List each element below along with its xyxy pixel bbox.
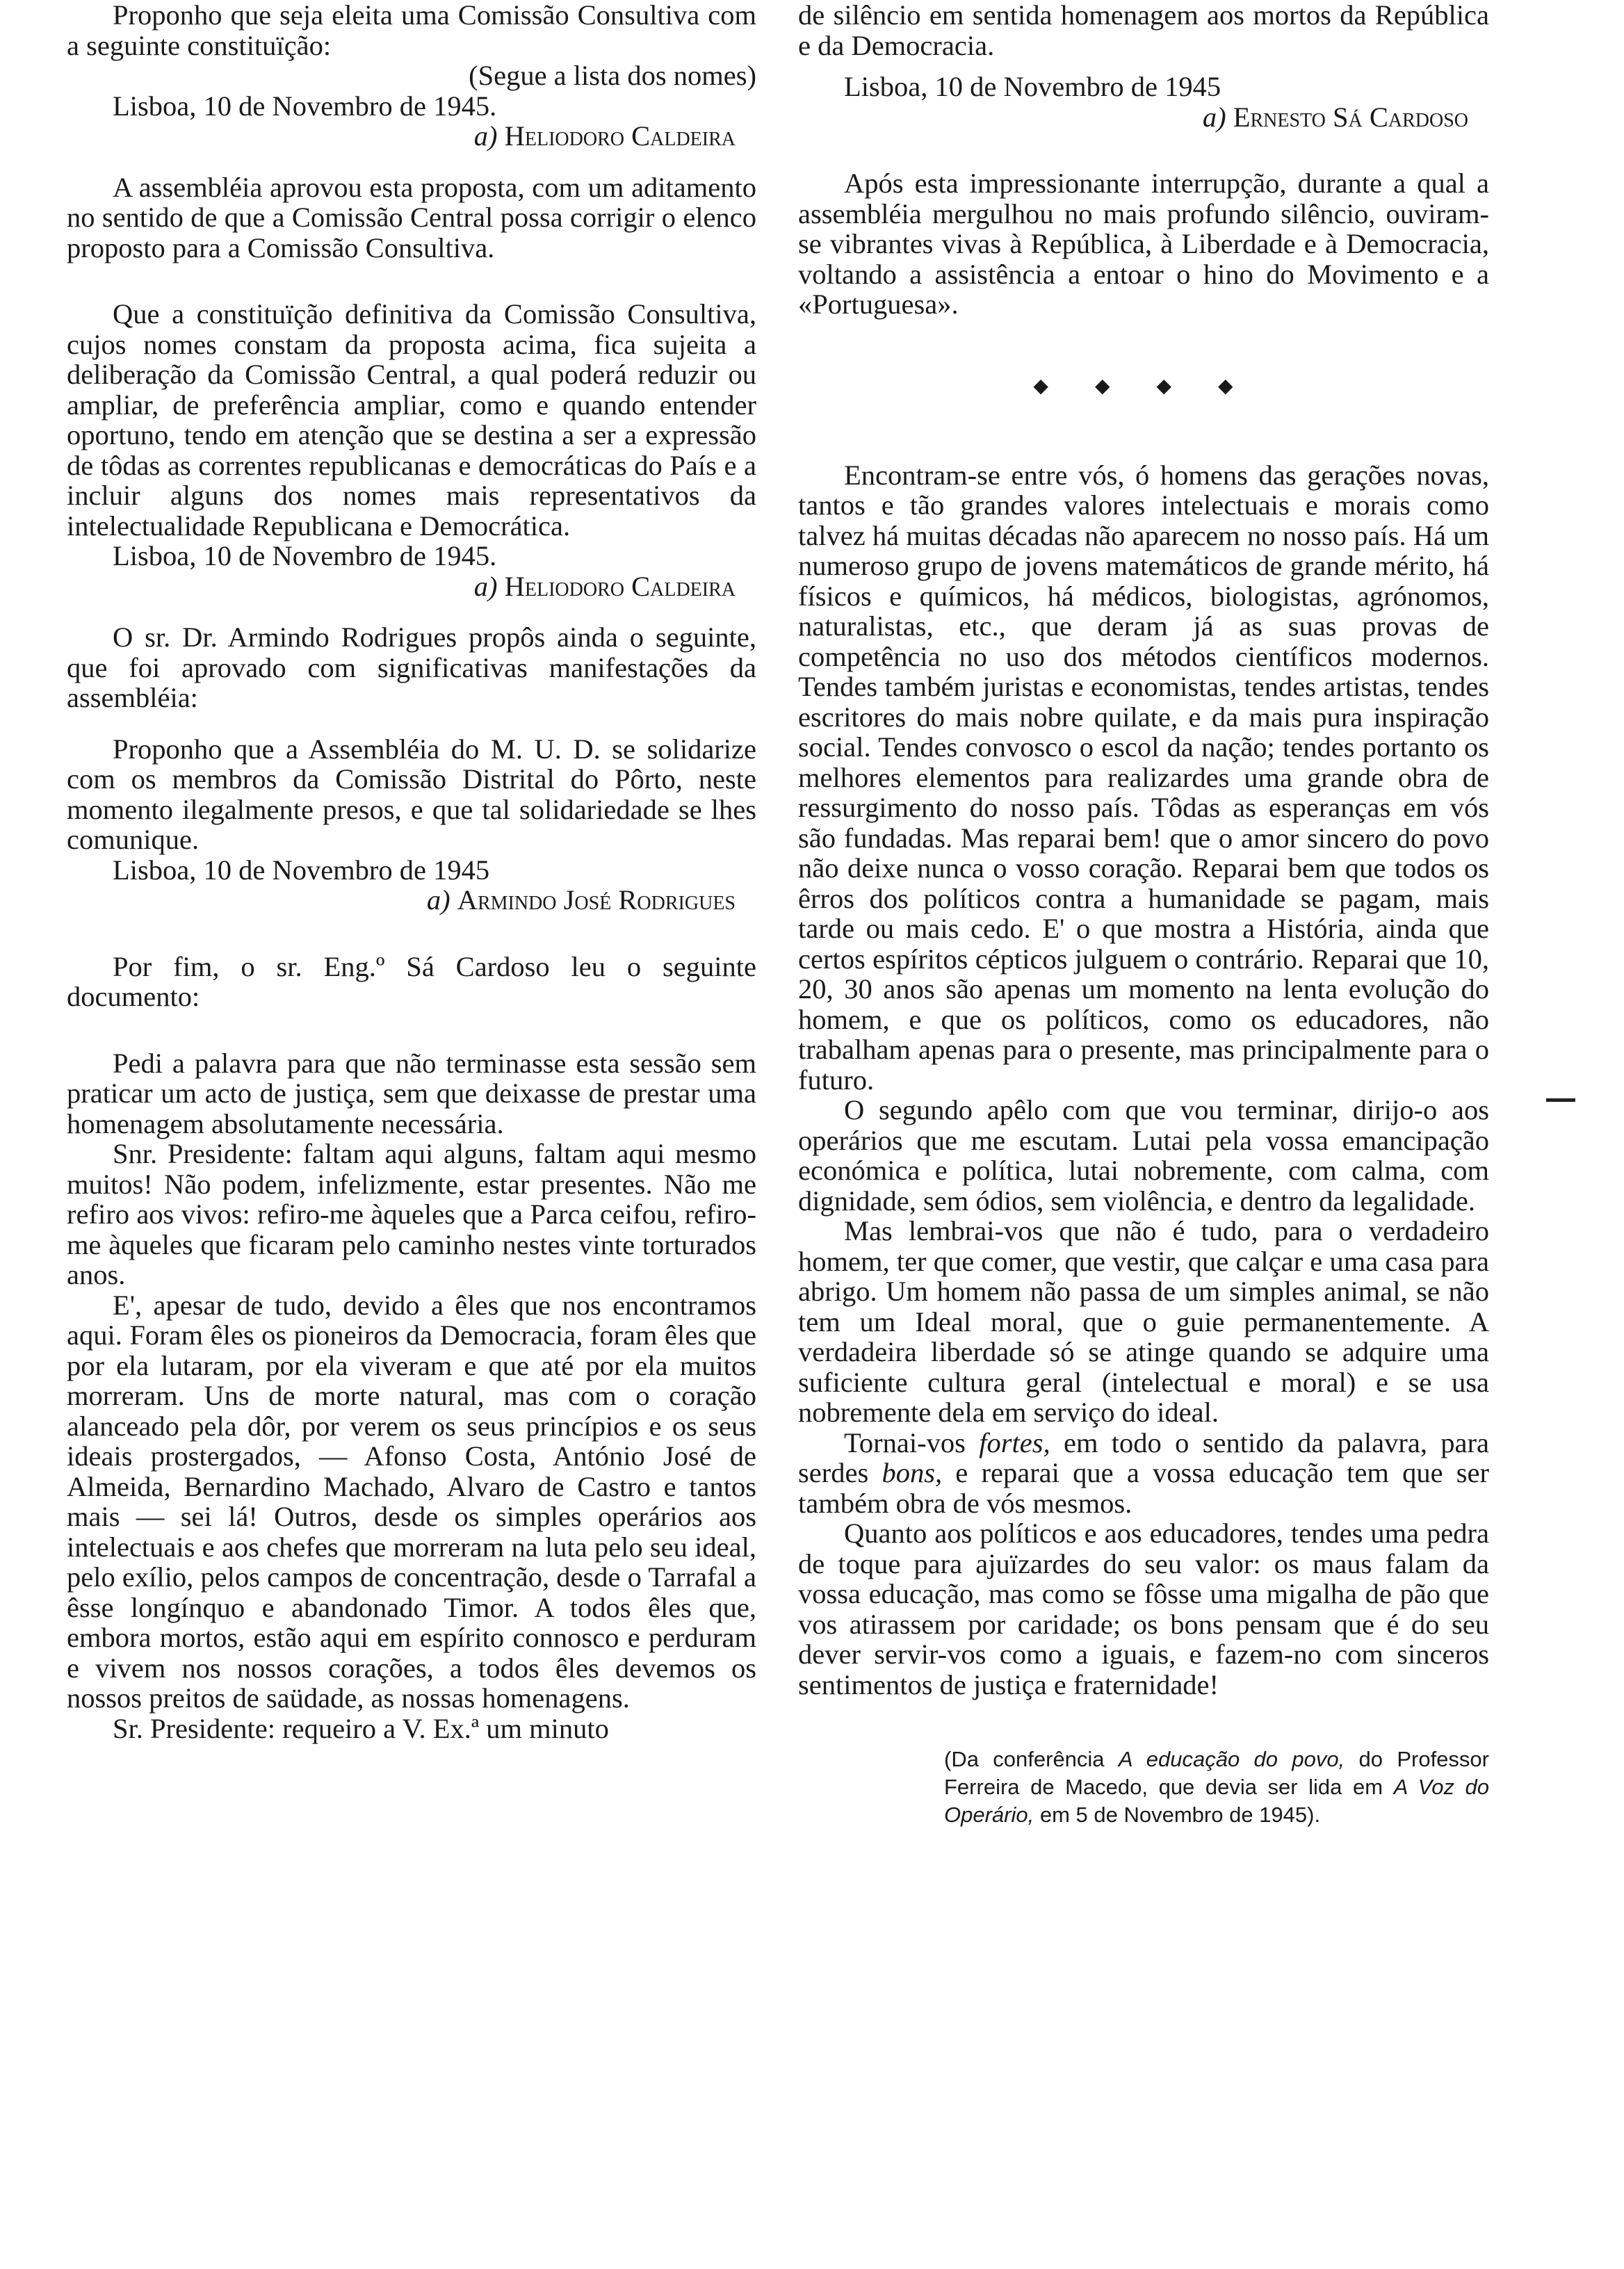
paragraph: Quanto aos políticos e aos educadores, tendes uma pedra de toque para ajuïzardes do seu valor: os maus falam da vossa educação, mas como se fôsse uma migalha de pão que vos atirassem por caridade; os bons pensam que é do seu dever servir-vos como a iguais, e fazem-no com sinceros sentimentos de justiça e fraternidade! bbox=[798, 1518, 1489, 1700]
paragraph: Lisboa, 10 de Novembro de 1945. bbox=[113, 90, 497, 122]
paragraph: Por fim, o sr. Eng.º Sá Cardoso leu o seguinte documento: bbox=[67, 950, 756, 1012]
section-separator-diamonds: ◆ ◆ ◆ ◆ bbox=[1033, 375, 1254, 397]
paragraph: Lisboa, 10 de Novembro de 1945. bbox=[113, 540, 497, 571]
signature-name: Armindo José Rodrigues bbox=[457, 884, 736, 916]
text-run: e reparai que a vossa educação tem que ser também obra de vós mesmos. bbox=[798, 1457, 1489, 1519]
source-note bbox=[944, 1746, 1489, 1829]
paragraph: E', apesar de tudo, devido a êles que nos encontramos aqui. Foram êles os pioneiros da Democracia, foram êles que por ela lutaram, por ela viveram e que até por ela muitos morreram. Uns de morte natural, mas com o coração alanceado pela dôr, por verem os seus princípios e os seus ideais prostergados, — Afonso Costa, António José de Almeida, Bernardino Machado, Alvaro de Castro e tantos mais — sei lá! Outros, desde os simples operários aos intelectuais e aos chefes que morreram na luta pelo seu ideal, pelo exílio, pelos campos de concentração, desde o Tarrafal a êsse longínquo e abandonado Timor. A todos êles que, embora mortos, estão aqui em espírito connosco e perduram e vivem nos nossos corações, a todos êles devemos os nossos preitos de saüdade, as nossas homenagens. bbox=[67, 1289, 756, 1714]
text-run: Tornai-vos bbox=[844, 1426, 980, 1458]
paragraph: Que a constituïção definitiva da Comissão Consultiva, cujos nomes constam da proposta acima, fica sujeita a deliberação da Comissão Central, a qual poderá reduzir ou ampliar, de preferência ampliar, como e quando entender oportuno, tendo em atenção que se destina a ser a expressão de tôdas as correntes republicanas e democráticas do País e a incluir alguns dos nomes mais representativos da intelectualidade Republicana e Democrática. bbox=[67, 298, 756, 542]
signature bbox=[798, 102, 1489, 133]
italic-text: bons, bbox=[882, 1457, 943, 1488]
paragraph: O sr. Dr. Armindo Rodrigues propôs ainda o seguinte, que foi aprovado com significativas manifestações da assembléia: bbox=[67, 621, 756, 713]
signature bbox=[67, 121, 756, 152]
paragraph: Lisboa, 10 de Novembro de 1945 bbox=[113, 854, 490, 886]
paragraph: Encontram-se entre vós, ó homens das gerações novas, tantos e tão grandes valores intelectuais e morais como talvez há muitas décadas não aparecem no nosso país. Há um numeroso grupo de jovens matemáticos de grande mérito, há físicos e químicos, há médicos, biologistas, agrónomos, naturalistas, etc., que deram já as suas provas de competência no uso dos métodos científicos modernos. Tendes também juristas e economistas, tendes artistas, tendes escritores do mais nobre quilate, e da mais pura inspiração social. Tendes convosco o escol da nação; tendes portanto os melhores elementos para realizardes uma grande obra de ressurgimento do nosso país. Tôdas as esperanças em vós são fundadas. Mas reparai bem! que o amor sincero do povo não deixe nunca o vosso coração. Reparai bem que todos os êrros dos políticos contra a humanidade se pagam, mais tarde ou mais cedo. E' o que mostra a História, ainda que certos espíritos cépticos julguem o contrário. Reparai que 10, 20, 30 anos são apenas um momento na lenta evolução do homem, e que os políticos, como os educadores, não trabalham apenas para o presente, mas principalmente para o futuro. bbox=[798, 459, 1489, 1096]
paragraph: Snr. Presidente: faltam aqui alguns, faltam aqui mesmo muitos! Não podem, infelizmente, estar presentes. Não me refiro aos vivos: refiro-me àqueles que a Parca ceifou, refiro-me àqueles que ficaram pelo caminho nestes vinte torturados anos. bbox=[67, 1138, 756, 1290]
paragraph: Lisboa, 10 de Novembro de 1945 bbox=[844, 71, 1221, 102]
signature-prefix: a) bbox=[473, 570, 498, 602]
paragraph: Proponho que seja eleita uma Comissão Consultiva com a seguinte constituïção: bbox=[67, 0, 756, 61]
text-run: do Professor Ferreira de Macedo, que devia ser lida em bbox=[944, 1747, 1489, 1799]
italic-title: A educação do povo, bbox=[1118, 1747, 1345, 1771]
paragraph: (Segue a lista dos nomes) bbox=[469, 60, 756, 91]
italic-title: A Voz do Operário, bbox=[944, 1775, 1489, 1827]
paragraph bbox=[798, 1428, 1489, 1519]
text-run: em 5 de Novembro de 1945). bbox=[1034, 1803, 1321, 1827]
signature-name: Ernesto Sá Cardoso bbox=[1233, 101, 1468, 133]
paragraph: O segundo apêlo com que vou terminar, dirijo-o aos operários que me escutam. Lutai pela vossa emancipação económica e política, lutai nobremente, com calma, com dignidade, sem ódios, sem violência, e dentro da legalidade. bbox=[798, 1094, 1489, 1217]
left-column bbox=[67, 0, 756, 1743]
italic-text: fortes, bbox=[979, 1426, 1050, 1458]
paragraph: Proponho que a Assembléia do M. U. D. se solidarize com os membros da Comissão Distrital do Pôrto, neste momento ilegalmente presos, e que tal solidariedade se lhes comunique. bbox=[67, 733, 756, 855]
signature bbox=[67, 885, 756, 916]
signature-prefix: a) bbox=[1202, 101, 1226, 133]
right-column bbox=[798, 0, 1489, 1829]
text-run: (Da conferência bbox=[944, 1747, 1119, 1771]
margin-dash-mark bbox=[1546, 1098, 1575, 1102]
text-run: em todo o sentido da palavra, para serdes bbox=[798, 1426, 1489, 1488]
paragraph: Pedi a palavra para que não terminasse esta sessão sem praticar um acto de justiça, sem que deixasse de prestar uma homenagem absolutamente necessária. bbox=[67, 1047, 756, 1139]
paragraph: Mas lembrai-vos que não é tudo, para o verdadeiro homem, ter que comer, que vestir, que calçar e uma casa para abrigo. Um homem não passa de um simples animal, se não tem um Ideal moral, que o guie permanentemente. A verdadeira liberdade só se atinge quando se adquire uma suficiente cultura geral (intelectual e moral) e se usa nobremente dela em serviço do ideal. bbox=[798, 1215, 1489, 1428]
paragraph: A assembléia aprovou esta proposta, com um aditamento no sentido de que a Comissão Central possa corrigir o elenco proposto para a Comissão Consultiva. bbox=[67, 171, 756, 263]
paragraph: Após esta impressionante interrupção, durante a qual a assembléia mergulhou no mais profundo silêncio, ouviram-se vibrantes vivas à República, à Liberdade e à Democracia, voltando a assistência a entoar o hino do Movimento e a «Portuguesa». bbox=[798, 168, 1489, 320]
signature-prefix: a) bbox=[426, 884, 450, 916]
signature-prefix: a) bbox=[473, 120, 498, 152]
paragraph: de silêncio em sentida homenagem aos mortos da República e da Democracia. bbox=[798, 0, 1489, 61]
signature bbox=[67, 571, 756, 602]
paragraph: Sr. Presidente: requeiro a V. Ex.ª um minuto bbox=[113, 1712, 609, 1744]
signature-name: Heliodoro Caldeira bbox=[504, 120, 736, 152]
signature-name: Heliodoro Caldeira bbox=[504, 570, 736, 602]
